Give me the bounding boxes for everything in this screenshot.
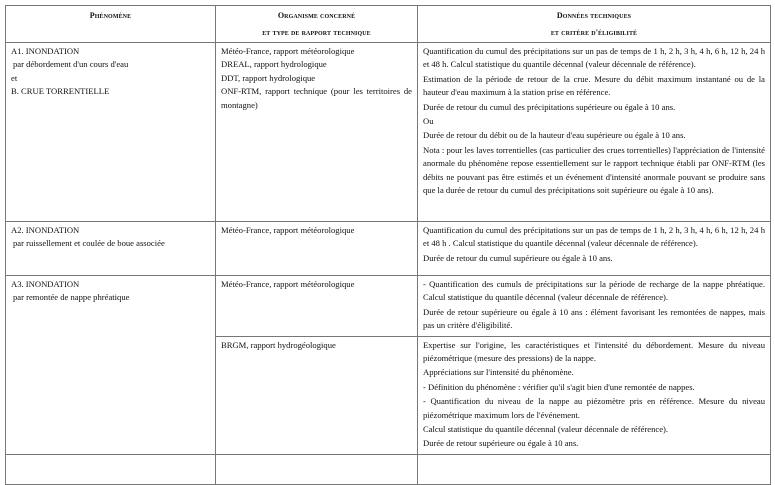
table-row-next	[6, 454, 771, 484]
donnees-paragraph: Nota : pour les laves torrentielles (cas particulier des crues torrentielles) l'appréciation de l'intensité anormale du phénomène repose essentiellement sur le rapport technique établi par ONF-RTM (les débits ne pouvant pas être estimés et un événement d'intensité anormale pouvant se produire sans que la durée de retour du cumul des précipitations soit supérieure ou égale à 10 ans).	[423, 144, 765, 196]
donnees-cell	[418, 43, 771, 222]
donnees-paragraph: Quantification du cumul des précipitations sur un pas de temps de 1 h, 2 h, 3 h, 4 h, 6 h, 12 h, 24 h et 48 h. Calcul statistique du quantile décennal (valeur décennale de référence).	[423, 46, 765, 70]
organisme-item: Météo-France, rapport météorologique	[221, 225, 355, 235]
donnees-cell	[418, 336, 771, 454]
phenomene-cell	[6, 43, 216, 222]
table-row-a1	[6, 43, 771, 222]
phenomene-title: A2. INONDATION	[11, 225, 80, 235]
donnees-paragraph: Expertise sur l'origine, les caractéristiques et l'intensité du débordement. Mesure du niveau piézométrique (mesure des pressions) de la nappe.	[423, 339, 765, 364]
empty-cell	[418, 454, 771, 484]
phenomene-detail: par remontée de nappe phréatique	[13, 292, 130, 303]
donnees-paragraph: Durée de retour du débit ou de la hauteur d'eau supérieure ou égale à 10 ans.	[423, 130, 686, 141]
donnees-paragraph: Quantification du cumul des précipitations sur un pas de temps de 1 h, 2 h, 3 h, 4 h, 6 h, 12 h, 24 h et 48 h . Calcul statistique du quantile décennal (valeur décennale de référence).	[423, 225, 765, 249]
phenomene-title: A1. INONDATION	[11, 46, 80, 56]
donnees-paragraph: Appréciations sur l'intensité du phénomène.	[423, 367, 574, 378]
phenomene-cell	[6, 276, 216, 455]
empty-cell	[6, 454, 216, 484]
donnees-cell	[418, 276, 771, 337]
organisme-item: ONF-RTM, rapport technique (pour les territoires de montagne)	[221, 86, 412, 110]
donnees-paragraph: Estimation de la période de retour de la crue. Mesure du débit maximum instantané ou de la hauteur d'eau maximum à la station prise en référence.	[423, 73, 765, 98]
donnees-paragraph: Calcul statistique du quantile décennal (valeur décennale de référence).	[423, 424, 669, 435]
header-organisme	[216, 6, 418, 43]
organisme-item: Météo-France, rapport météorologique	[221, 279, 355, 289]
phenomene-detail: par ruissellement et coulée de boue associée	[13, 238, 165, 249]
organisme-item: DDT, rapport hydrologique	[221, 72, 316, 83]
donnees-paragraph: Durée de retour du cumul des précipitations supérieure ou égale à 10 ans.	[423, 101, 676, 112]
phenomene-detail: par débordement d'un cours d'eau	[13, 59, 129, 70]
donnees-paragraph: Ou	[423, 116, 434, 127]
header-text: et type de rapport technique	[262, 28, 371, 37]
phenomene-title: B. CRUE TORRENTIELLE	[11, 86, 110, 97]
header-text: Données techniques	[556, 11, 632, 20]
organisme-cell	[216, 222, 418, 276]
organisme-cell	[216, 43, 418, 222]
donnees-cell	[418, 222, 771, 276]
header-text: Phénomène	[89, 11, 132, 20]
donnees-paragraph: - Quantification des cumuls de précipitations sur la période de recharge de la nappe phréatique. Calcul statistique du quantile décennal (valeur décennale de référence).	[423, 279, 765, 303]
donnees-paragraph: Durée de retour du cumul supérieure ou égale à 10 ans.	[423, 252, 613, 263]
donnees-paragraph: Durée de retour supérieure ou égale à 10 ans.	[423, 438, 579, 449]
donnees-paragraph: - Définition du phénomène : vérifier qu'il s'agit bien d'une remontée de nappes.	[423, 381, 695, 392]
eligibility-table	[5, 5, 771, 485]
header-row	[6, 6, 771, 43]
donnees-paragraph: - Quantification du niveau de la nappe au piézomètre pris en référence. Mesure du niveau piézométrique maximum lors de l'événement.	[423, 396, 765, 420]
empty-cell	[216, 454, 418, 484]
organisme-item: DREAL, rapport hydrologique	[221, 59, 327, 70]
organisme-cell	[216, 336, 418, 454]
table-row-a3	[6, 276, 771, 337]
header-donnees	[418, 6, 771, 43]
table-row-a2	[6, 222, 771, 276]
phenomene-detail: et	[11, 72, 18, 83]
phenomene-title: A3. INONDATION	[11, 279, 80, 289]
organisme-cell	[216, 276, 418, 337]
organisme-item: BRGM, rapport hydrogéologique	[221, 339, 336, 350]
donnees-paragraph: Durée de retour supérieure ou égale à 10 ans : élément favorisant les remontées de nappes, mais pas un critère d'éligibilité.	[423, 306, 765, 331]
header-text: et critère d'éligibilité	[550, 28, 638, 37]
header-text: Organisme concerné	[277, 11, 356, 20]
phenomene-cell	[6, 222, 216, 276]
header-phenomene	[6, 6, 216, 43]
organisme-item: Météo-France, rapport météorologique	[221, 46, 355, 56]
